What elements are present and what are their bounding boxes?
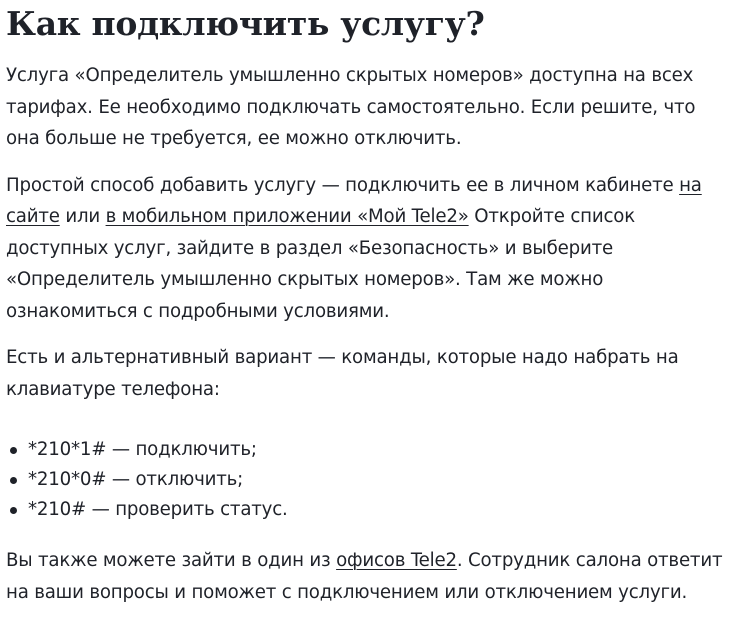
how-to-text-1: Простой способ добавить услугу — подключить ее в личном кабинете bbox=[6, 174, 680, 196]
alternative-paragraph: Есть и альтернативный вариант — команды, которые надо набрать на клавиатуре телефона: bbox=[6, 347, 679, 400]
list-item bbox=[6, 465, 734, 495]
bullet-icon bbox=[10, 477, 17, 484]
commands-list bbox=[6, 435, 734, 525]
command-text: *210*0# — отключить; bbox=[28, 469, 244, 490]
list-item bbox=[6, 435, 734, 465]
bullet-icon bbox=[10, 447, 17, 454]
how-to-text-3: Откройте список доступных услуг, зайдите в раздел «Безопасность» и выберите «Определитель умышленно скрытых номеров». Там же можно ознакомиться с подробными условиями. bbox=[6, 206, 635, 322]
offices-link[interactable]: офисов Tele2 bbox=[336, 550, 457, 571]
list-item bbox=[6, 495, 734, 525]
page-title: Как подключить услугу? bbox=[6, 4, 485, 43]
mobile-app-link[interactable]: в мобильном приложении «Мой Tele2» bbox=[105, 206, 469, 227]
website-link[interactable]: на сайте bbox=[6, 174, 702, 227]
command-text: *210# — проверить статус. bbox=[28, 499, 288, 520]
how-to-paragraph bbox=[6, 170, 734, 328]
offices-text-1: Вы также можете зайти в один из bbox=[6, 550, 337, 571]
intro-paragraph: Услуга «Определитель умышленно скрытых номеров» доступна на всех тарифах. Ее необходимо подключать самостоятельно. Если решите, что она больше не требуется, ее можно отключить. bbox=[6, 65, 696, 149]
how-to-text-2: или bbox=[59, 206, 106, 227]
offices-paragraph bbox=[6, 545, 734, 608]
article bbox=[6, 0, 734, 608]
bullet-icon bbox=[10, 507, 17, 514]
command-text: *210*1# — подключить; bbox=[28, 439, 257, 460]
offices-text-2: . Сотрудник салона ответит на ваши вопросы и поможет с подключением или отключением услуги. bbox=[6, 550, 723, 603]
